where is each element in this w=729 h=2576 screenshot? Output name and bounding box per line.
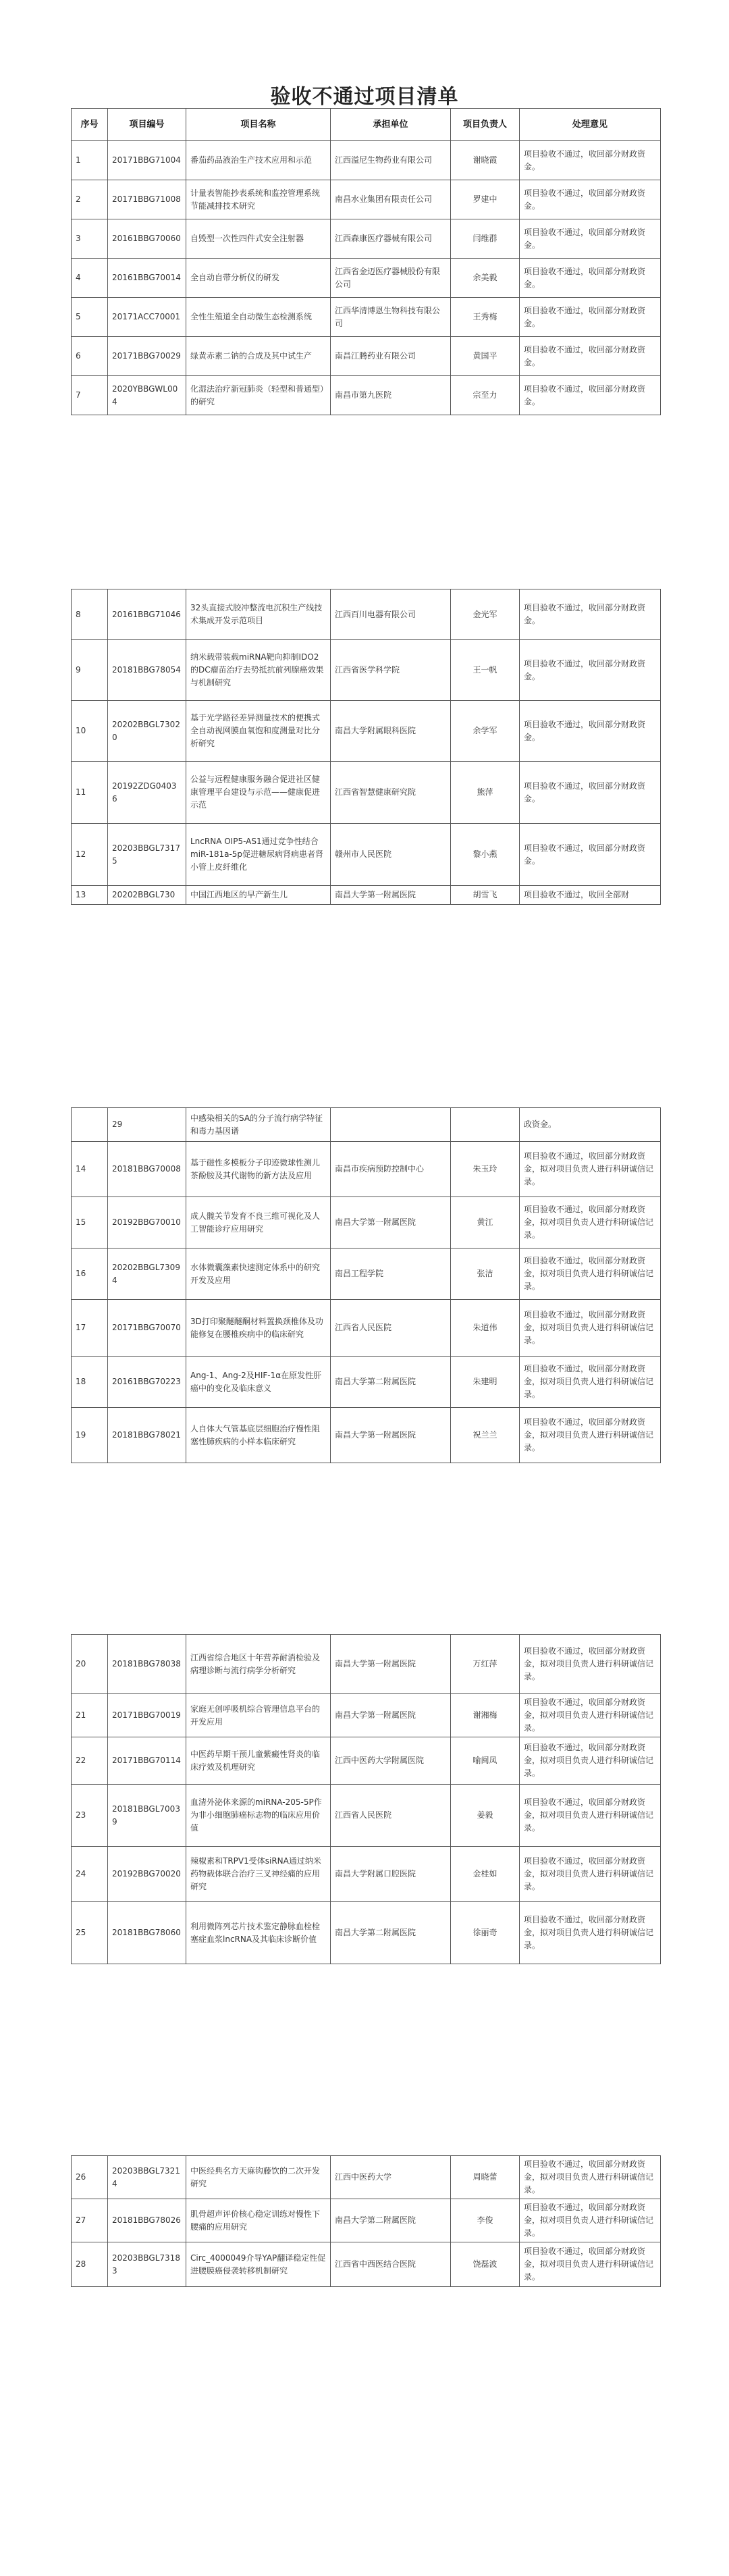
cell-manager: 罗建中 <box>451 180 520 219</box>
table-row <box>72 1902 661 1964</box>
header-code: 项目编号 <box>108 109 186 141</box>
project-table-page-3 <box>71 1107 661 1463</box>
cell-unit: 江西森康医疗器械有限公司 <box>331 219 451 259</box>
cell-no: 15 <box>72 1197 108 1248</box>
table-row <box>72 376 661 415</box>
cell-name: LncRNA OIP5-AS1通过竞争性结合miR-181a-5p促进糖尿病肾病患者肾小管上皮纤维化 <box>186 824 331 886</box>
cell-no: 19 <box>72 1408 108 1463</box>
cell-manager: 王一帆 <box>451 640 520 701</box>
cell-opinion: 项目验收不通过，收回部分财政资金，拟对项目负责人进行科研诚信记录。 <box>520 1785 661 1847</box>
cell-no: 22 <box>72 1737 108 1785</box>
cell-unit: 江西省医学科学院 <box>331 640 451 701</box>
cell-opinion: 项目验收不通过，收回部分财政资金，拟对项目负责人进行科研诚信记录。 <box>520 1142 661 1197</box>
cell-manager: 余美毅 <box>451 259 520 298</box>
cell-code: 20181BBGL70039 <box>108 1785 186 1847</box>
cell-opinion: 项目验收不通过，收回部分财政资金，拟对项目负责人进行科研诚信记录。 <box>520 1694 661 1737</box>
cell-manager: 朱建明 <box>451 1357 520 1408</box>
cell-unit: 江西省人民医院 <box>331 1785 451 1847</box>
cell-opinion: 项目验收不通过，收回部分财政资金。 <box>520 589 661 640</box>
table-row <box>72 1408 661 1463</box>
table-header-row <box>72 109 661 141</box>
cell-name: 人自体大气管基底层细胞治疗慢性阻塞性肺疾病的小样本临床研究 <box>186 1408 331 1463</box>
table-row <box>72 824 661 886</box>
cell-unit: 南昌江腾药业有限公司 <box>331 337 451 376</box>
cell-name: 自毁型一次性四件式安全注射器 <box>186 219 331 259</box>
cell-name: 绿黄赤素二钠的合成及其中试生产 <box>186 337 331 376</box>
cell-manager: 金桂如 <box>451 1847 520 1902</box>
cell-code: 20181BBG78021 <box>108 1408 186 1463</box>
cell-unit <box>331 1108 451 1142</box>
cell-opinion: 政资金。 <box>520 1108 661 1142</box>
cell-code: 20171BBG71004 <box>108 141 186 180</box>
cell-no: 14 <box>72 1142 108 1197</box>
cell-opinion: 项目验收不通过，收回部分财政资金，拟对项目负责人进行科研诚信记录。 <box>520 1357 661 1408</box>
cell-manager: 谢晓霞 <box>451 141 520 180</box>
cell-code: 20192BBG70010 <box>108 1197 186 1248</box>
table-row <box>72 141 661 180</box>
document-title: 验收不通过项目清单 <box>270 85 459 109</box>
cell-unit: 江西省人民医院 <box>331 1300 451 1357</box>
cell-code: 20161BBG71046 <box>108 589 186 640</box>
cell-code: 20161BBG70060 <box>108 219 186 259</box>
cell-no: 5 <box>72 298 108 337</box>
cell-manager: 朱玉玲 <box>451 1142 520 1197</box>
cell-name: 基于光学路径差异测量技术的便携式全自动视网膜血氧饱和度测量对比分析研究 <box>186 701 331 762</box>
cell-no: 20 <box>72 1635 108 1694</box>
cell-opinion: 项目验收不通过，收回部分财政资金，拟对项目负责人进行科研诚信记录。 <box>520 1847 661 1902</box>
cell-opinion: 项目验收不通过，收回部分财政资金，拟对项目负责人进行科研诚信记录。 <box>520 1300 661 1357</box>
cell-code: 20181BBG78026 <box>108 2199 186 2242</box>
cell-name: 血清外泌体来源的miRNA-205-5P作为非小细胞肺癌标志物的临床应用价值 <box>186 1785 331 1847</box>
project-table-page-5 <box>71 2155 661 2287</box>
cell-unit: 南昌市疾病预防控制中心 <box>331 1142 451 1197</box>
table-row <box>72 589 661 640</box>
cell-unit: 江西省智慧健康研究院 <box>331 762 451 824</box>
table-row <box>72 2242 661 2287</box>
cell-no: 6 <box>72 337 108 376</box>
cell-code: 20171BBG71008 <box>108 180 186 219</box>
cell-manager <box>451 1108 520 1142</box>
cell-unit: 南昌大学第一附属医院 <box>331 886 451 905</box>
cell-unit: 江西百川电器有限公司 <box>331 589 451 640</box>
header-name: 项目名称 <box>186 109 331 141</box>
cell-manager: 宗至力 <box>451 376 520 415</box>
table-row <box>72 1737 661 1785</box>
cell-opinion: 项目验收不通过，收回部分财政资金，拟对项目负责人进行科研诚信记录。 <box>520 2156 661 2199</box>
cell-no: 11 <box>72 762 108 824</box>
table-row <box>72 1785 661 1847</box>
cell-opinion: 项目验收不通过，收回部分财政资金，拟对项目负责人进行科研诚信记录。 <box>520 1197 661 1248</box>
cell-name: 基于磁性多模板分子印迹微球性测儿茶酚胺及其代谢物的新方法及应用 <box>186 1142 331 1197</box>
cell-no: 10 <box>72 701 108 762</box>
cell-unit: 南昌水业集团有限责任公司 <box>331 180 451 219</box>
cell-manager: 黄江 <box>451 1197 520 1248</box>
cell-code: 20171BBG70070 <box>108 1300 186 1357</box>
cell-unit: 南昌大学第一附属医院 <box>331 1408 451 1463</box>
cell-unit: 南昌大学附属口腔医院 <box>331 1847 451 1902</box>
cell-no: 16 <box>72 1248 108 1300</box>
cell-no: 2 <box>72 180 108 219</box>
table-row <box>72 1197 661 1248</box>
cell-name: 辣椒素和TRPV1受体siRNA通过纳米药物载体联合治疗三叉神经痛的应用研究 <box>186 1847 331 1902</box>
cell-no: 18 <box>72 1357 108 1408</box>
cell-no: 25 <box>72 1902 108 1964</box>
table-row <box>72 2156 661 2199</box>
cell-code: 20181BBG70008 <box>108 1142 186 1197</box>
cell-manager: 姜毅 <box>451 1785 520 1847</box>
cell-name: 利用微阵列芯片技术鉴定静脉血栓栓塞症血浆lncRNA及其临床诊断价值 <box>186 1902 331 1964</box>
cell-no: 9 <box>72 640 108 701</box>
cell-name: 肌骨超声评价核心稳定训练对慢性下腰痛的应用研究 <box>186 2199 331 2242</box>
cell-no: 17 <box>72 1300 108 1357</box>
cell-unit: 江西中医药大学附属医院 <box>331 1737 451 1785</box>
cell-no: 3 <box>72 219 108 259</box>
cell-unit: 南昌大学第二附属医院 <box>331 2199 451 2242</box>
table-row <box>72 701 661 762</box>
cell-name: 化湿法治疗新冠肺炎（轻型和普通型）的研究 <box>186 376 331 415</box>
cell-unit: 江西省金迈医疗器械股份有限公司 <box>331 259 451 298</box>
cell-unit: 南昌大学第二附属医院 <box>331 1357 451 1408</box>
cell-manager: 万红萍 <box>451 1635 520 1694</box>
cell-opinion: 项目验收不通过，收回部分财政资金。 <box>520 219 661 259</box>
cell-code: 20192BBG70020 <box>108 1847 186 1902</box>
header-opinion: 处理意见 <box>520 109 661 141</box>
cell-code: 20203BBGL73214 <box>108 2156 186 2199</box>
cell-opinion: 项目验收不通过，收回部分财政资金。 <box>520 762 661 824</box>
cell-code: 20203BBGL73183 <box>108 2242 186 2287</box>
cell-opinion: 项目验收不通过，收回部分财政资金。 <box>520 180 661 219</box>
cell-unit: 南昌大学附属眼科医院 <box>331 701 451 762</box>
cell-no: 1 <box>72 141 108 180</box>
table-row <box>72 1248 661 1300</box>
cell-name: 纳米载带装载miRNA靶向抑制IDO2的DC瘤苗治疗去势抵抗前列腺癌效果与机制研究 <box>186 640 331 701</box>
cell-name: 成人髋关节发育不良三维可视化及人工智能诊疗应用研究 <box>186 1197 331 1248</box>
cell-opinion: 项目验收不通过，收回部分财政资金。 <box>520 141 661 180</box>
cell-name: 全自动自带分析仪的研发 <box>186 259 331 298</box>
cell-opinion: 项目验收不通过，收回部分财政资金，拟对项目负责人进行科研诚信记录。 <box>520 2242 661 2287</box>
cell-unit: 赣州市人民医院 <box>331 824 451 886</box>
cell-opinion: 项目验收不通过，收回部分财政资金，拟对项目负责人进行科研诚信记录。 <box>520 2199 661 2242</box>
table-row <box>72 337 661 376</box>
table-row <box>72 640 661 701</box>
cell-code: 20181BBG78060 <box>108 1902 186 1964</box>
table-row <box>72 1108 661 1142</box>
table-row <box>72 259 661 298</box>
table-row <box>72 2199 661 2242</box>
cell-no: 28 <box>72 2242 108 2287</box>
cell-unit: 江西溢尼生物药业有限公司 <box>331 141 451 180</box>
cell-name: 中国江西地区的早产新生儿 <box>186 886 331 905</box>
table-row <box>72 1694 661 1737</box>
cell-manager: 饶磊波 <box>451 2242 520 2287</box>
cell-unit: 南昌大学第二附属医院 <box>331 1902 451 1964</box>
cell-name: Ang-1、Ang-2及HIF-1α在原发性肝癌中的变化及临床意义 <box>186 1357 331 1408</box>
table-row <box>72 180 661 219</box>
cell-no: 13 <box>72 886 108 905</box>
cell-code: 20171ACC70001 <box>108 298 186 337</box>
cell-opinion: 项目验收不通过，收回部分财政资金。 <box>520 701 661 762</box>
cell-manager: 张洁 <box>451 1248 520 1300</box>
cell-code: 20171BBG70029 <box>108 337 186 376</box>
cell-name: 番茄药品液治生产技术应用和示范 <box>186 141 331 180</box>
cell-opinion: 项目验收不通过，收回部分财政资金，拟对项目负责人进行科研诚信记录。 <box>520 1635 661 1694</box>
cell-manager: 徐丽奇 <box>451 1902 520 1964</box>
table-row <box>72 219 661 259</box>
cell-unit: 南昌市第九医院 <box>331 376 451 415</box>
cell-unit: 南昌工程学院 <box>331 1248 451 1300</box>
cell-name: Circ_4000049介导YAP翻译稳定性促进腰膜癌侵袭转移机制研究 <box>186 2242 331 2287</box>
cell-code: 29 <box>108 1108 186 1142</box>
cell-code: 20161BBG70014 <box>108 259 186 298</box>
cell-no: 23 <box>72 1785 108 1847</box>
cell-name: 水体微囊藻素快速测定体系中的研究开发及应用 <box>186 1248 331 1300</box>
header-manager: 项目负责人 <box>451 109 520 141</box>
cell-manager: 黎小燕 <box>451 824 520 886</box>
cell-code: 20171BBG70019 <box>108 1694 186 1737</box>
table-row <box>72 1300 661 1357</box>
cell-opinion: 项目验收不通过，收回部分财政资金，拟对项目负责人进行科研诚信记录。 <box>520 1902 661 1964</box>
cell-name: 全性生殖道全自动微生态检测系统 <box>186 298 331 337</box>
cell-name: 计量表智能抄表系统和监控管理系统节能减排技术研究 <box>186 180 331 219</box>
cell-code: 20202BBGL73094 <box>108 1248 186 1300</box>
cell-manager: 朱道伟 <box>451 1300 520 1357</box>
cell-opinion: 项目验收不通过，收回部分财政资金。 <box>520 824 661 886</box>
cell-unit: 南昌大学第一附属医院 <box>331 1197 451 1248</box>
cell-code: 20181BBG78038 <box>108 1635 186 1694</box>
table-row <box>72 762 661 824</box>
cell-opinion: 项目验收不通过，收回部分财政资金。 <box>520 337 661 376</box>
project-table-page-2 <box>71 589 661 905</box>
cell-name: 3D打印聚醚醚酮材料置换颈椎体及功能修复在腰椎疾病中的临床研究 <box>186 1300 331 1357</box>
cell-name: 中医经典名方天麻钩藤饮的二次开发研究 <box>186 2156 331 2199</box>
cell-manager: 李俊 <box>451 2199 520 2242</box>
cell-no <box>72 1108 108 1142</box>
table-row <box>72 1847 661 1902</box>
cell-opinion: 项目验收不通过，收回部分财政资金，拟对项目负责人进行科研诚信记录。 <box>520 1248 661 1300</box>
cell-name: 中医药早期干预儿童紫癜性肾炎的临床疗效及机理研究 <box>186 1737 331 1785</box>
cell-name: 家庭无创呼吸机综合管理信息平台的开发应用 <box>186 1694 331 1737</box>
cell-no: 21 <box>72 1694 108 1737</box>
cell-code: 20161BBG70223 <box>108 1357 186 1408</box>
cell-manager: 祝兰兰 <box>451 1408 520 1463</box>
cell-no: 8 <box>72 589 108 640</box>
cell-manager: 黄国平 <box>451 337 520 376</box>
cell-manager: 周晓蕾 <box>451 2156 520 2199</box>
cell-opinion: 项目验收不通过，收回部分财政资金，拟对项目负责人进行科研诚信记录。 <box>520 1737 661 1785</box>
cell-manager: 余学军 <box>451 701 520 762</box>
cell-code: 20203BBGL73175 <box>108 824 186 886</box>
project-table-page-1 <box>71 108 661 415</box>
cell-code: 20202BBGL73020 <box>108 701 186 762</box>
header-unit: 承担单位 <box>331 109 451 141</box>
cell-no: 24 <box>72 1847 108 1902</box>
cell-manager: 闫维群 <box>451 219 520 259</box>
table-row <box>72 1357 661 1408</box>
cell-name: 公益与远程健康服务融合促进社区健康管理平台建设与示范——健康促进示范 <box>186 762 331 824</box>
cell-unit: 南昌大学第一附属医院 <box>331 1635 451 1694</box>
cell-code: 2020YBBGWL004 <box>108 376 186 415</box>
cell-no: 4 <box>72 259 108 298</box>
cell-no: 26 <box>72 2156 108 2199</box>
cell-manager: 王秀梅 <box>451 298 520 337</box>
cell-unit: 南昌大学第一附属医院 <box>331 1694 451 1737</box>
cell-name: 江西省综合地区十年营养耐消检验及病理诊断与流行病学分析研究 <box>186 1635 331 1694</box>
table-row <box>72 1635 661 1694</box>
cell-code: 20202BBGL730 <box>108 886 186 905</box>
cell-code: 20181BBG78054 <box>108 640 186 701</box>
cell-opinion: 项目验收不通过，收回全部财 <box>520 886 661 905</box>
cell-opinion: 项目验收不通过，收回部分财政资金。 <box>520 640 661 701</box>
table-row <box>72 298 661 337</box>
cell-opinion: 项目验收不通过，收回部分财政资金。 <box>520 259 661 298</box>
table-row <box>72 1142 661 1197</box>
cell-code: 20171BBG70114 <box>108 1737 186 1785</box>
table-row <box>72 886 661 905</box>
cell-no: 27 <box>72 2199 108 2242</box>
cell-manager: 熊萍 <box>451 762 520 824</box>
cell-opinion: 项目验收不通过，收回部分财政资金。 <box>520 298 661 337</box>
cell-name: 中感染相关的SA的分子流行病学特征和毒力基因谱 <box>186 1108 331 1142</box>
cell-manager: 金光军 <box>451 589 520 640</box>
cell-unit: 江西华清博恩生物科技有限公司 <box>331 298 451 337</box>
cell-opinion: 项目验收不通过，收回部分财政资金，拟对项目负责人进行科研诚信记录。 <box>520 1408 661 1463</box>
project-table-page-4 <box>71 1634 661 1964</box>
cell-unit: 江西中医药大学 <box>331 2156 451 2199</box>
cell-manager: 谢湘梅 <box>451 1694 520 1737</box>
cell-no: 7 <box>72 376 108 415</box>
cell-no: 12 <box>72 824 108 886</box>
header-no: 序号 <box>72 109 108 141</box>
cell-manager: 胡雪飞 <box>451 886 520 905</box>
cell-unit: 江西省中西医结合医院 <box>331 2242 451 2287</box>
cell-name: 32头直接式胶冲整流电沉积生产线技术集成开发示范项目 <box>186 589 331 640</box>
cell-opinion: 项目验收不通过，收回部分财政资金。 <box>520 376 661 415</box>
cell-code: 20192ZDG04036 <box>108 762 186 824</box>
cell-manager: 喻闽凤 <box>451 1737 520 1785</box>
